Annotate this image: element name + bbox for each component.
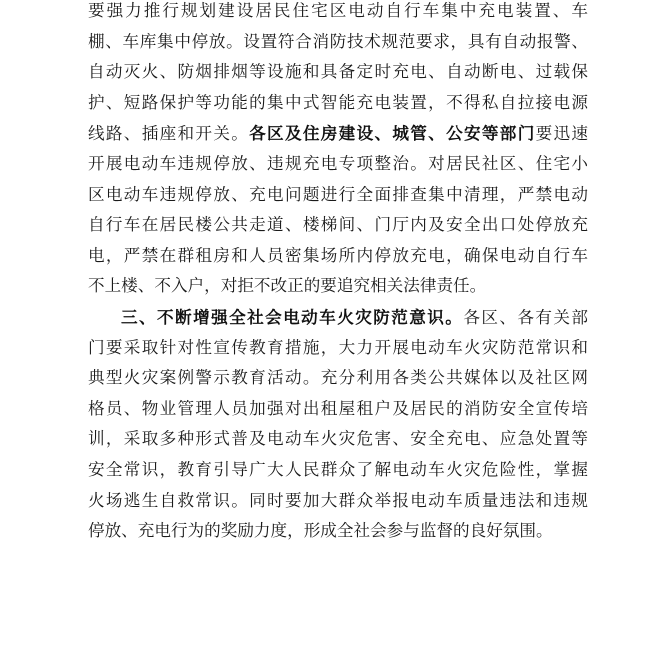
text-line <box>88 271 588 302</box>
text-segment: 电，严禁在群租房和人员密集场所内停放充电，确保电动自行车 <box>88 245 588 265</box>
text-segment: 棚、车库集中停放。设置符合消防技术规范要求，具有自动报警、 <box>88 31 588 51</box>
paragraph-electric-bike-charging <box>88 0 588 302</box>
text-line <box>88 455 588 486</box>
text-segment: 自行车在居民楼公共走道、楼梯间、门厅内及安全出口处停放充 <box>88 215 588 235</box>
text-segment: 典型火灾案例警示教育活动。充分利用各类公共媒体以及社区网 <box>88 368 588 388</box>
text-segment: 安全常识，教育引导广大人民群众了解电动车火灾危险性，掌握 <box>88 459 588 479</box>
bold-text-segment: 三、不断增强全社会电动车火灾防范意识。 <box>121 306 464 327</box>
text-line <box>88 333 588 364</box>
text-segment: 要迅速 <box>535 124 588 144</box>
text-segment: 开展电动车违规停放、违规充电专项整治。对居民社区、住宅小 <box>88 153 588 173</box>
text-line <box>88 180 588 211</box>
text-line <box>88 149 588 180</box>
text-line <box>88 241 588 272</box>
text-line <box>88 0 588 27</box>
text-segment: 停放、充电行为的奖励力度，形成全社会参与监督的良好氛围。 <box>88 521 553 541</box>
text-segment: 门要采取针对性宣传教育措施，大力开展电动车火灾防范常识和 <box>88 337 588 357</box>
bold-text-segment: 各区及住房建设、城管、公安等部门 <box>249 123 536 144</box>
text-line <box>88 516 588 547</box>
text-line <box>88 302 588 333</box>
paragraph-fire-prevention-awareness <box>88 302 588 547</box>
text-line <box>88 424 588 455</box>
text-segment: 护、短路保护等功能的集中式智能充电装置，不得私自拉接电源 <box>88 92 588 112</box>
document-body <box>88 0 588 547</box>
text-line <box>88 210 588 241</box>
text-segment: 区电动车违规停放、充电问题进行全面排查集中清理，严禁电动 <box>88 184 588 204</box>
text-segment: 训，采取多种形式普及电动车火灾危害、安全充电、应急处置等 <box>88 429 588 449</box>
text-segment: 线路、插座和开关。 <box>88 124 250 144</box>
text-line <box>88 363 588 394</box>
text-line <box>88 394 588 425</box>
text-segment: 各区、各有关部 <box>463 307 588 327</box>
text-line <box>88 27 588 58</box>
text-segment: 格员、物业管理人员加强对出租屋租户及居民的消防安全宣传培 <box>88 398 588 418</box>
text-line <box>88 88 588 119</box>
text-line <box>88 486 588 517</box>
text-line <box>88 57 588 88</box>
text-segment: 火场逃生自救常识。同时要加大群众举报电动车质量违法和违规 <box>88 490 588 510</box>
text-segment: 不上楼、不入户，对拒不改正的要追究相关法律责任。 <box>88 276 487 296</box>
text-segment: 自动灭火、防烟排烟等设施和具备定时充电、自动断电、过载保 <box>88 62 588 82</box>
text-line <box>88 118 588 149</box>
text-segment: 要强力推行规划建设居民住宅区电动自行车集中充电装置、车 <box>88 1 588 20</box>
